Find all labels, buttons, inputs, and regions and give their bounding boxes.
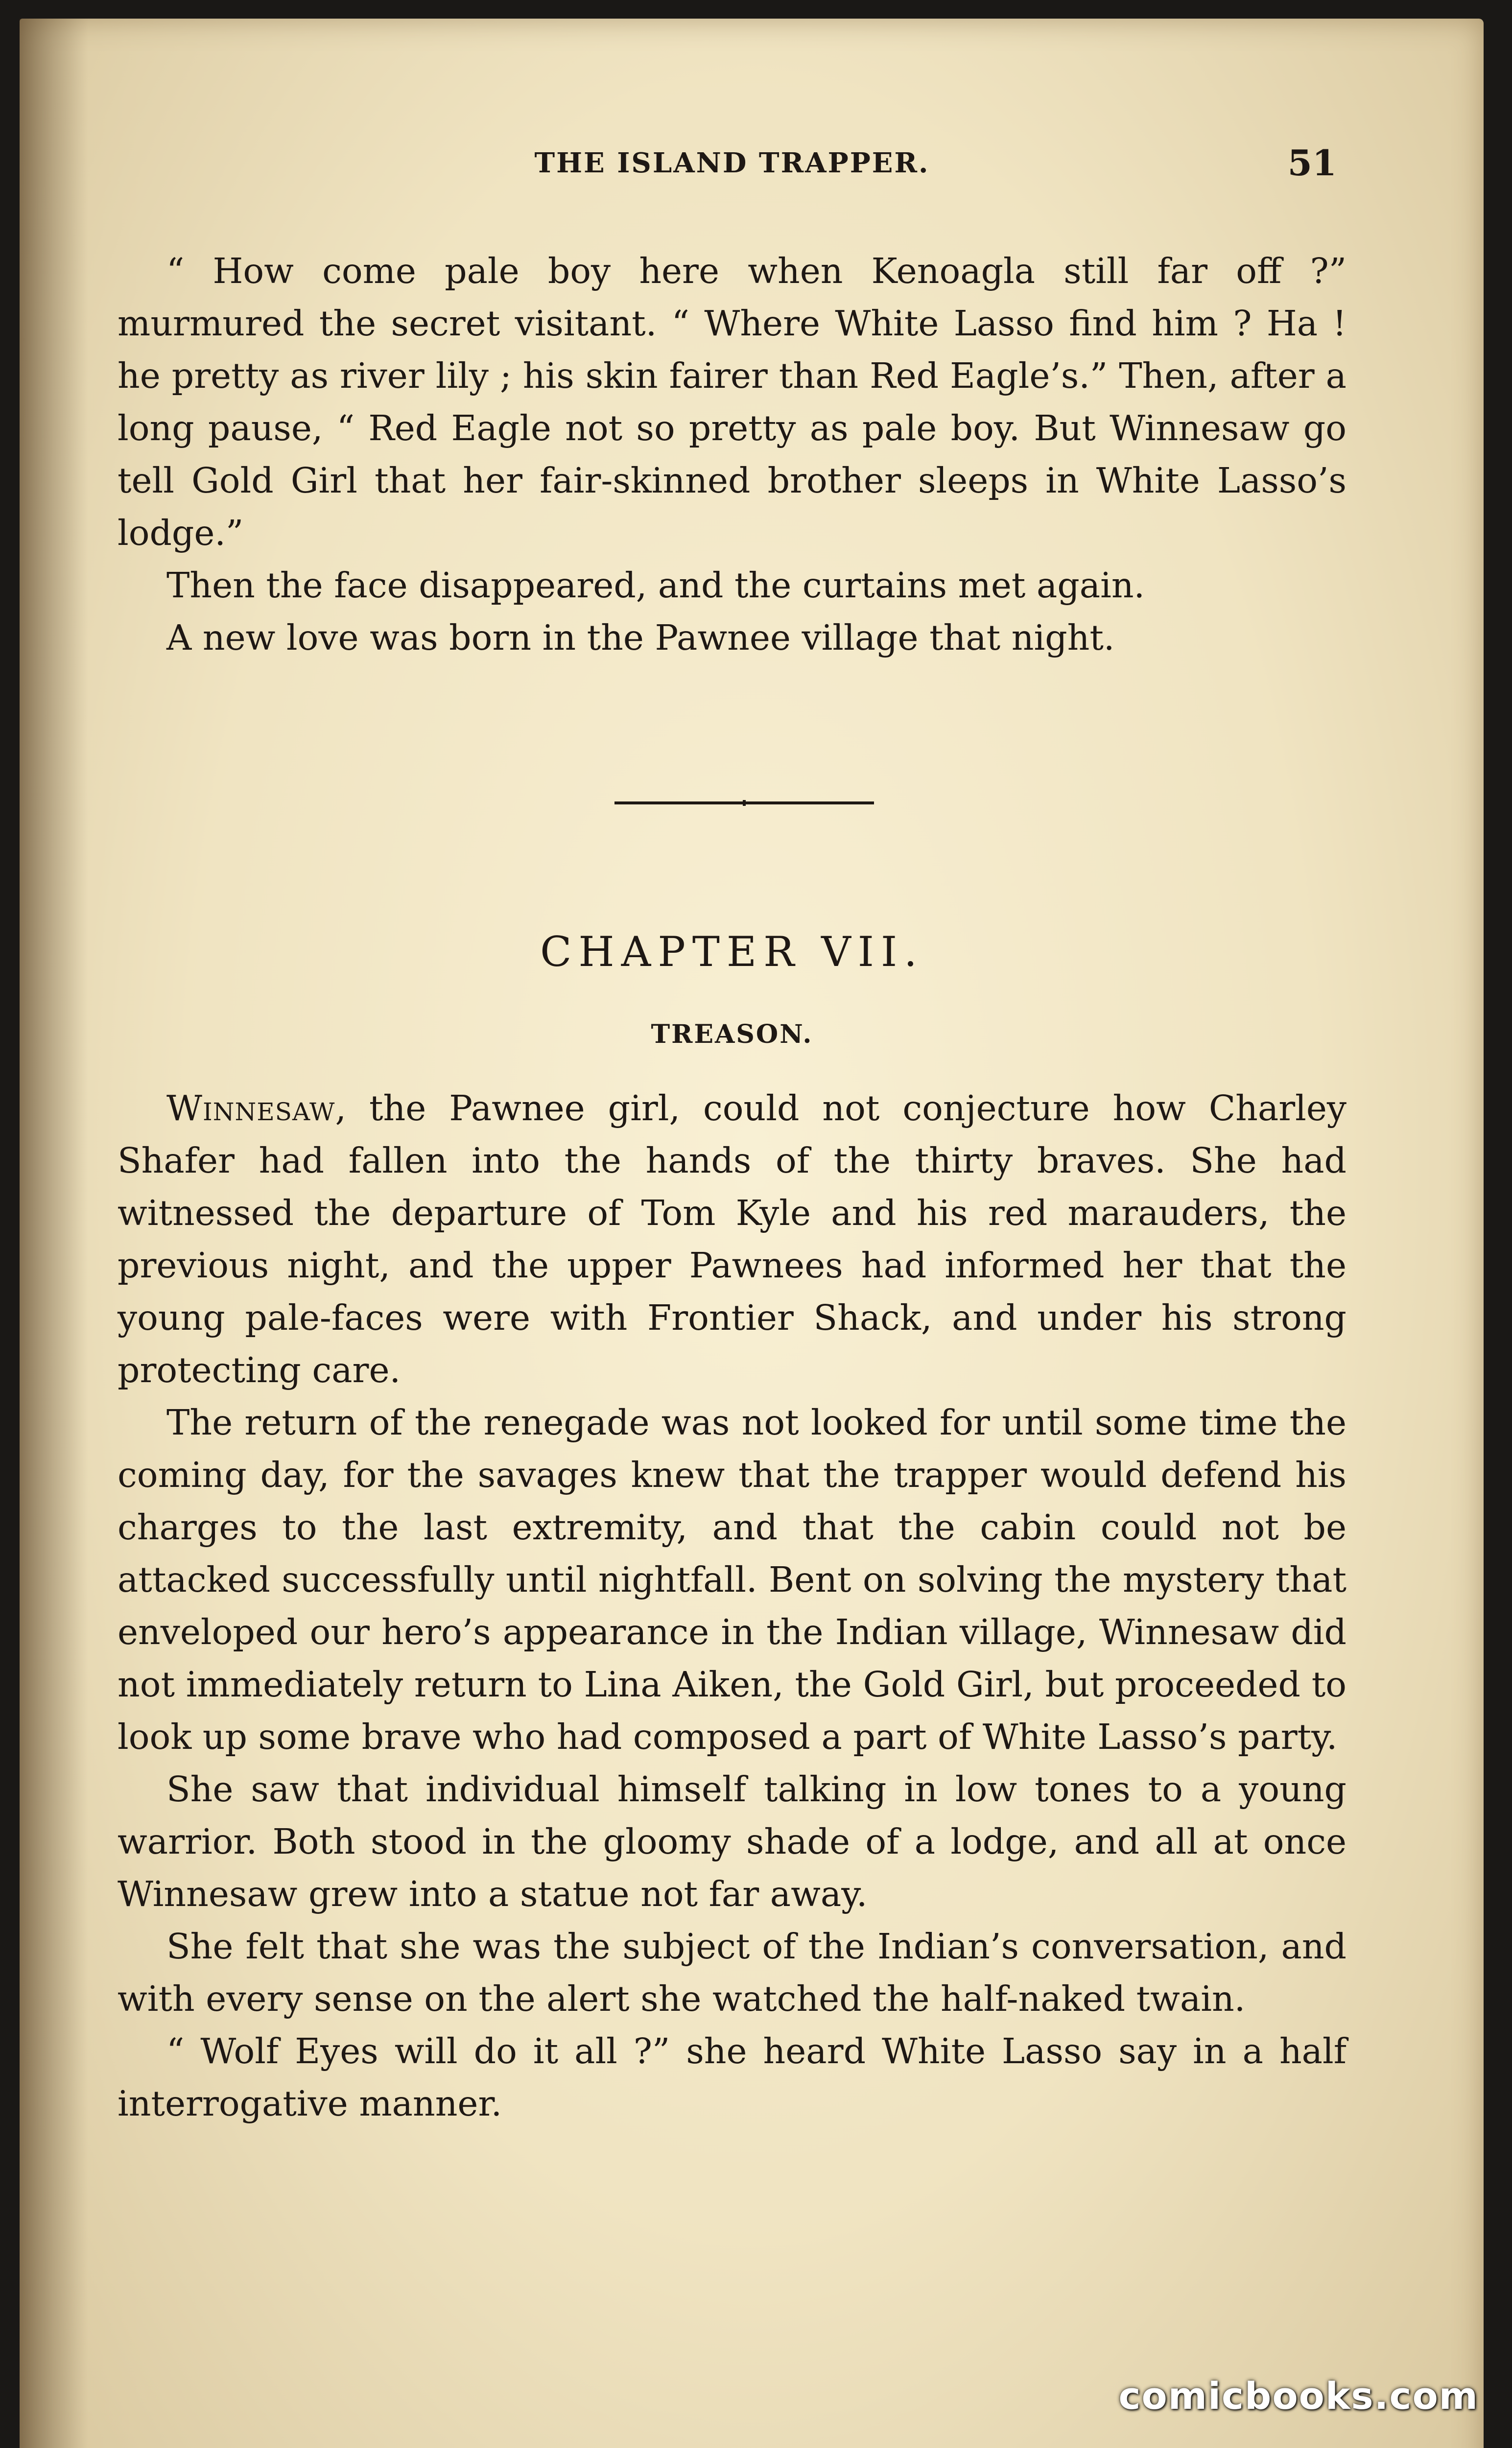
running-title: THE ISLAND TRAPPER.	[534, 147, 930, 179]
gutter-shadow	[20, 19, 88, 2448]
section-divider	[614, 801, 874, 804]
lead-word: Winnesaw	[166, 1088, 335, 1129]
running-head	[118, 142, 1347, 191]
paragraph: The return of the renegade was not looked for until some time the coming day, for the savages knew that the trapper would defend his charges to the last extremity, and that the cabin could not be attacked successfully until nightfall. Bent on solving the mystery that enveloped our hero’s appearance in the Indian village, Winnesaw did not immediately return to Lina Aiken, the Gold Girl, but proceeded to look up some brave who had composed a part of White Lasso’s party.	[118, 1402, 1347, 1757]
paragraph: She saw that individual himself talking in low tones to a young warrior. Both stood in the gloomy shade of a lodge, and all at once Winnesaw grew into a statue not far away.	[118, 1769, 1347, 1914]
chapter-title: CHAPTER VII.	[540, 928, 924, 976]
watermark: comicbooks.com	[1118, 2374, 1479, 2418]
paragraph	[118, 1082, 1347, 1396]
paragraph-body: , the Pawnee girl, could not conjecture how Charley Shafer had fallen into the hands of the thirty braves. She had witnessed the departure of Tom Kyle and his red marauders, the previous night, and the upper Pawnees had informed her that the young pale-faces were with Frontier Shack, and under his strong protecting care.	[118, 1088, 1347, 1390]
paragraph: She felt that she was the subject of the Indian’s conversation, and with every sense on the alert she watched the half-naked twain.	[118, 1926, 1347, 2019]
paragraph: Then the face disappeared, and the curtains met again.	[166, 565, 1145, 606]
paragraph: “ How come pale boy here when Kenoagla still far off ?” murmured the secret visitant. “ Where White Lasso find him ? Ha ! he pretty as river lily ; his skin fairer than Red Eagle’s.” Then, after a long pause, “ Red Eagle not so pretty as pale boy. But Winnesaw go tell Gold Girl that her fair-skinned brother sleeps in White Lasso’s lodge.”	[118, 251, 1347, 553]
section-one-text	[118, 245, 1347, 664]
chapter-subtitle: TREASON.	[651, 1019, 813, 1049]
page-number: 51	[1287, 142, 1337, 184]
chapter-text	[118, 1082, 1347, 2130]
paragraph: “ Wolf Eyes will do it all ?” she heard White Lasso say in a half interrogative manner.	[118, 2031, 1347, 2124]
paragraph: A new love was born in the Pawnee village that night.	[166, 617, 1115, 658]
